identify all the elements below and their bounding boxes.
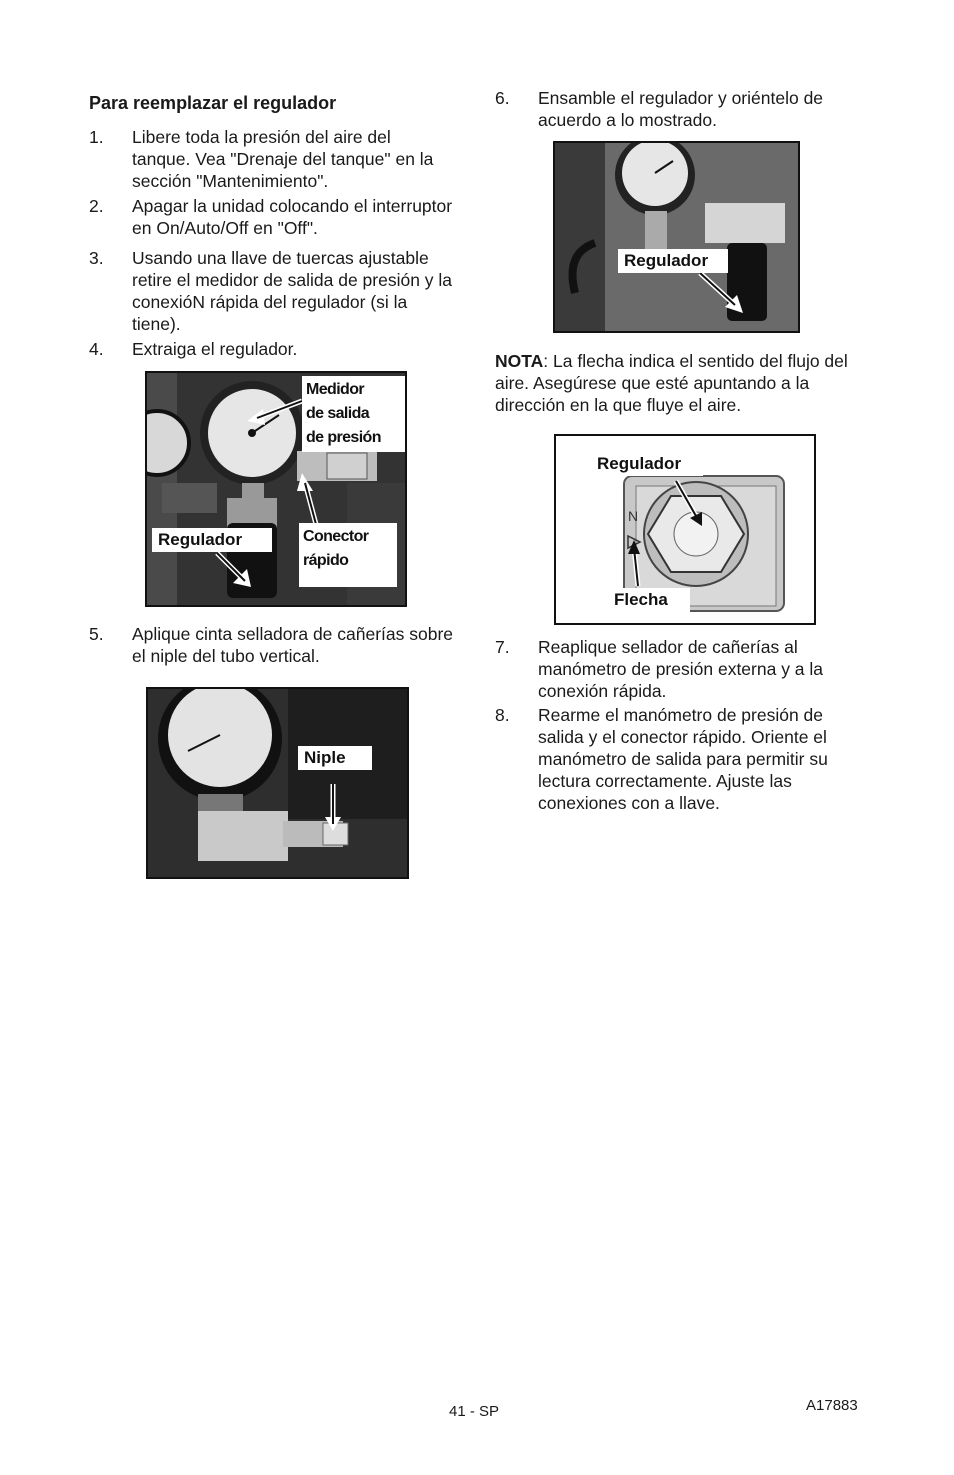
document-code: A17883 [806, 1397, 858, 1414]
label-medidor-line3: de presión [306, 429, 381, 446]
step-1 [89, 126, 454, 192]
step-number: 8. [495, 705, 510, 725]
step-6 [495, 87, 870, 131]
step-3 [89, 247, 454, 335]
step-2 [89, 195, 454, 239]
step-number: 4. [89, 339, 104, 359]
step-text: Aplique cinta selladora de cañerías sobre el niple del tubo vertical. [132, 624, 454, 666]
note-text: : La flecha indica el sentido del flujo del aire. Asegúrese que esté apuntando a la dirección en la que fluye el aire. [495, 351, 848, 415]
step-text: Rearme el manómetro de presión de salida y el conector rápido. Oriente el manómetro de salida para permitir su lectura correctamente. Ajuste las conexiones con a llave. [538, 705, 828, 813]
label-regulador: Regulador [618, 249, 728, 273]
label-medidor-line1: Medidor [306, 381, 365, 398]
label-regulador: Regulador [591, 452, 703, 476]
step-number: 5. [89, 624, 104, 644]
step-4 [89, 338, 454, 360]
label-regulador: Regulador [152, 528, 272, 552]
step-7 [495, 636, 870, 702]
step-number: 2. [89, 196, 104, 216]
label-conector [299, 523, 397, 587]
step-text: Reaplique sellador de cañerías al manómetro de presión externa y a la conexión rápida. [538, 637, 824, 701]
figure-niple [146, 687, 409, 879]
step-5 [89, 623, 454, 667]
step-number: 6. [495, 88, 510, 108]
step-number: 1. [89, 127, 104, 147]
figure-regulator-removal [145, 371, 407, 607]
label-medidor-line2: de salida [306, 405, 370, 422]
section-heading: Para reemplazar el regulador [89, 93, 337, 113]
step-number: 7. [495, 637, 510, 657]
step-number: 3. [89, 248, 104, 268]
assembled-photo [555, 143, 798, 331]
svg-text:N: N [628, 508, 639, 524]
step-text: Ensamble el regulador y oriéntelo de acuerdo a lo mostrado. [538, 88, 824, 130]
label-medidor [302, 376, 407, 452]
label-conector-line1: Conector [303, 528, 369, 545]
label-flecha: Flecha [608, 588, 690, 612]
figure-flecha [554, 434, 816, 625]
page-number: 41 - SP [449, 1403, 500, 1420]
note-label: NOTA [495, 351, 544, 371]
niple-photo [148, 689, 407, 877]
step-text: Usando una llave de tuercas ajustable retire el medidor de salida de presión y la conexióN rápida del regulador (si la tiene). [132, 248, 453, 334]
note-paragraph [495, 350, 875, 416]
step-8 [495, 704, 870, 814]
step-text: Libere toda la presión del aire del tanque. Vea "Drenaje del tanque" en la sección "Mantenimiento". [132, 127, 434, 191]
figure-regulador-assembled [553, 141, 800, 333]
label-conector-line2: rápido [303, 552, 349, 569]
step-text: Extraiga el regulador. [132, 339, 298, 359]
step-text: Apagar la unidad colocando el interruptor en On/Auto/Off en "Off". [132, 196, 453, 238]
label-niple: Niple [298, 746, 372, 770]
